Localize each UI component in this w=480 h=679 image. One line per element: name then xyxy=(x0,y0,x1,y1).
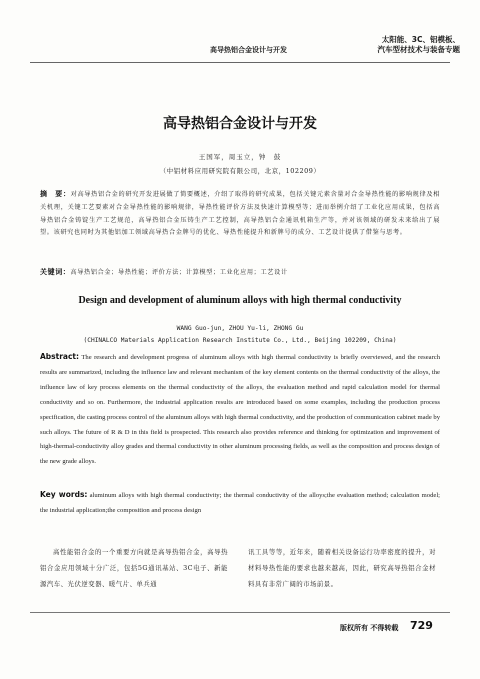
abstract-label-cn: 摘 要： xyxy=(40,190,71,198)
keywords-cn xyxy=(40,267,440,277)
copyright-label: 版权所有 不得转载 xyxy=(340,624,399,632)
journal-topic-line-1: 太阳能、3C、铝模板、 xyxy=(381,35,460,44)
keywords-text-cn: 高导热铝合金；导热性能；评价方法；计算模型；工业化应用；工艺设计 xyxy=(70,269,288,276)
page-number: 729 xyxy=(410,619,433,632)
keywords-label-en: Key words: xyxy=(40,490,88,499)
abstract-cn xyxy=(40,188,440,240)
header-divider xyxy=(30,62,450,63)
keywords-label-cn: 关键词： xyxy=(40,268,71,276)
keywords-text-en: aluminum alloys with high thermal conductivity; the thermal conductivity of the alloys;the evaluation method; calculation model; the industrial application;the composition and process design xyxy=(40,492,440,514)
affiliation-en: (CHINALCO Materials Application Research Institute Co., Ltd., Beijing 102209, China) xyxy=(83,337,397,344)
body-column-left: 高性能铝合金的一个重要方向就是高导热铝合金，高导热铝合金应用领域十分广泛，包括5G通讯基站、3C电子、新能源汽车、光伏逆变器、暖气片、单兵通 xyxy=(40,548,228,588)
footer-divider xyxy=(30,612,450,613)
abstract-text-cn: 对高导热铝合金的研究开发进展做了简要概述，介绍了取得的研究成果，包括关键元素含量对合金导热性能的影响规律及相关机理，关键工艺要素对合金导热性能的影响规律，导热性能评价方法及快速计算模型等；进而举例介绍了工业化应用成果，包括高导热铝合金铸锭生产工艺规范，高导热铝合金压铸生产工艺控制，高导热铝合金通讯机箱生产等，并对该领域的研发未来给出了展望。该研究也同时为其他铝加工领域高导热合金牌号的优化、导热性能提升和新牌号的成分、工艺设计提供了借鉴与思考。 xyxy=(40,191,440,237)
running-title: 高导热铝合金设计与开发 xyxy=(210,46,287,54)
authors-cn: 王国军，周玉立，钟 鼓 xyxy=(198,153,282,161)
affiliation-cn: （中铝材料应用研究院有限公司，北京，102209） xyxy=(159,167,321,175)
journal-topic-line-2: 汽车型材技术与装备专题 xyxy=(377,45,460,54)
abstract-label-en: Abstract: xyxy=(40,352,80,361)
article-title-cn: 高导热铝合金设计与开发 xyxy=(163,116,317,132)
abstract-en xyxy=(40,350,440,470)
journal-topic xyxy=(350,35,460,55)
article-title-en: Design and development of aluminum alloys with high thermal conductivity xyxy=(78,295,402,306)
body-column-right: 讯工具等等，近年来，随着相关设备运行功率密度的提升，对材料导热性能的要求也越来越高，因此，研究高导热铝合金材料具有非常广阔的市场前景。 xyxy=(248,548,436,588)
authors-en: WANG Guo-jun, ZHOU Yu-li, ZHONG Gu xyxy=(176,325,304,332)
abstract-text-en: The research and development progress of aluminum alloys with high thermal conductivity is briefly overviewed, and the research results are summarized, including the influence law and relevant mechanism of the key element contents on the thermal conductivity of the alloys, the influence law of key process elements on the thermal conductivity of the alloys, the evaluation method and rapid calculation model for thermal conductivity and so on. Furthermore, the industrial application results are introduced based on some examples, including the production process specification, die casting process control of the aluminum alloys with high thermal conductivity, and the production of communication cabinet made by such alloys. The future of R & D in this field is prospected. This research also provides reference and thinking for optimization and improvement of high-thermal-conductivity alloy grades and thermal conductivity in other aluminum processing fields, as well as the composition and process design of the new grade alloys. xyxy=(40,354,440,466)
keywords-en xyxy=(40,488,440,519)
